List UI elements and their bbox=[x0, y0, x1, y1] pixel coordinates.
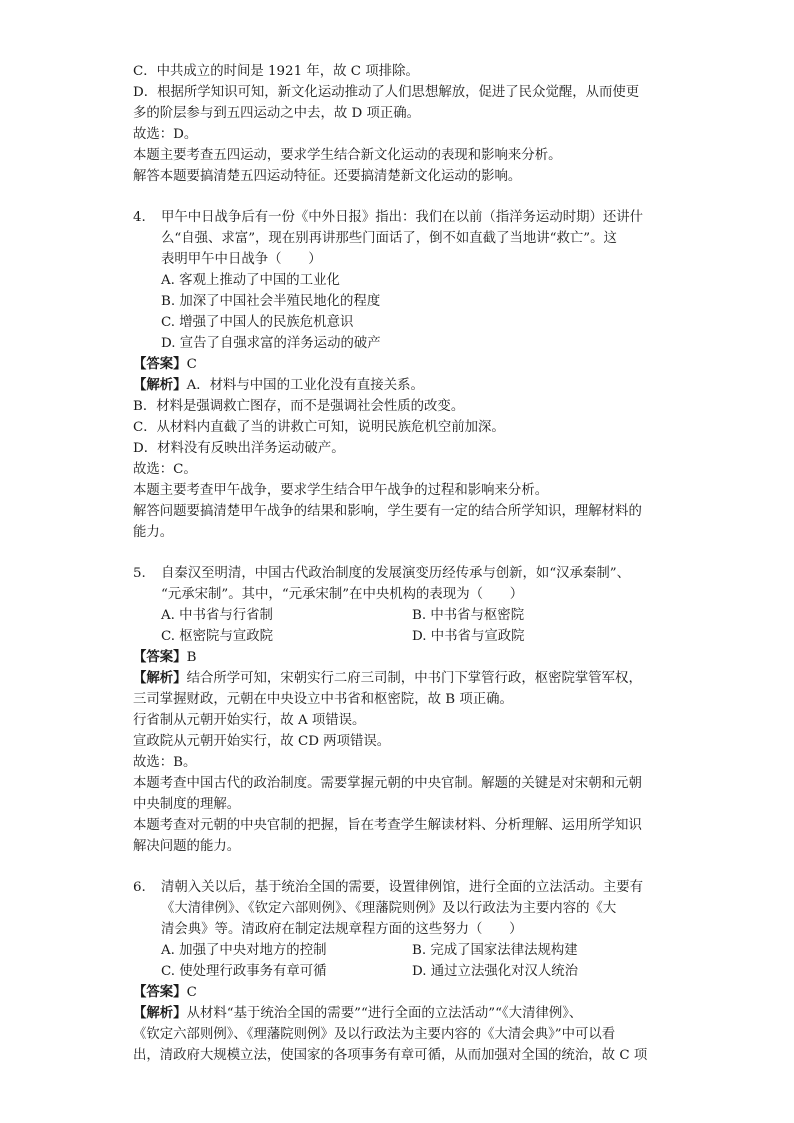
answer-value: B bbox=[186, 650, 197, 665]
analysis-line: 故选：C。 bbox=[133, 462, 197, 477]
answer-tag: 【答案】 bbox=[133, 649, 187, 665]
analysis-tag: 【解析】 bbox=[133, 377, 187, 393]
question-stem-line: 《大清律例》、《钦定六部则例》、《理藩院则例》及以行政法为主要内容的《大 bbox=[161, 901, 617, 916]
analysis-text: 从材料“基于统治全国的需要”“进行全面的立法活动”“《大清律例》、 bbox=[186, 1006, 583, 1021]
option-c: C. 使处理行政事务有章可循 bbox=[161, 964, 327, 979]
option-d: D. 通过立法强化对汉人统治 bbox=[412, 964, 579, 979]
question-number: 5. bbox=[133, 566, 146, 581]
question-stem-line: 表明甲午中日战争（ ） bbox=[161, 252, 322, 267]
option-d: D. 中书省与宣政院 bbox=[412, 629, 525, 644]
question-stem-line: 甲午中日战争后有一份《中外日报》指出：我们在以前（指洋务运动时期）还讲什 bbox=[161, 210, 644, 225]
question-number: 4. bbox=[133, 210, 146, 225]
question-stem-line: 清会典》等。清政府在制定法规章程方面的这些努力（ ） bbox=[161, 922, 523, 937]
analysis-line: D．材料没有反映出洋务运动破产。 bbox=[133, 441, 345, 456]
analysis-line: 本题考查对元朝的中央官制的把握，旨在考查学生解读材料、分析理解、运用所学知识 bbox=[133, 818, 642, 833]
option-a: A. 客观上推动了中国的工业化 bbox=[161, 273, 340, 288]
analysis-line: C．从材料内直截了当的讲救亡可知，说明民族危机空前加深。 bbox=[133, 420, 505, 435]
option-b: B. 完成了国家法律法规构建 bbox=[412, 943, 578, 958]
analysis-line bbox=[133, 668, 642, 689]
analysis-line: B．材料是强调救亡图存，而不是强调社会性质的改变。 bbox=[133, 399, 465, 414]
option-d: D. 宣告了自强求富的洋务运动的破产 bbox=[161, 336, 381, 351]
analysis-tag: 【解析】 bbox=[133, 670, 187, 686]
analysis-line: 中央制度的理解。 bbox=[133, 797, 241, 812]
option-c: C. 增强了中国人的民族危机意识 bbox=[161, 315, 354, 330]
analysis-line: 宣政院从元朝开始实行，故 CD 两项错误。 bbox=[133, 734, 391, 749]
answer-line bbox=[133, 354, 197, 375]
question-stem-line: “元承宋制”。其中，“元承宋制”在中央机构的表现为（ ） bbox=[161, 587, 524, 602]
analysis-tag: 【解析】 bbox=[133, 1005, 187, 1021]
answer-line bbox=[133, 982, 197, 1003]
analysis-line bbox=[133, 1003, 582, 1024]
intro-line: 故选：D。 bbox=[133, 127, 198, 142]
analysis-line: 本题考查中国古代的政治制度。需要掌握元朝的中央官制。解题的关键是对宋朝和元朝 bbox=[133, 776, 642, 791]
analysis-line: 能力。 bbox=[133, 525, 174, 540]
option-b: B. 加深了中国社会半殖民地化的程度 bbox=[161, 294, 381, 309]
question-stem-line: 么“自强、求富”，现在别再讲那些门面话了，倒不如直截了当地讲“救亡”。这 bbox=[161, 231, 617, 246]
answer-tag: 【答案】 bbox=[133, 356, 187, 372]
option-a: A. 加强了中央对地方的控制 bbox=[161, 943, 327, 958]
analysis-line: 解答问题要搞清楚甲午战争的结果和影响，学生要有一定的结合所学知识，理解材料的 bbox=[133, 504, 642, 519]
analysis-line bbox=[133, 375, 424, 396]
analysis-text: 结合所学可知，宋朝实行二府三司制，中书门下掌管行政，枢密院掌管军权， bbox=[186, 671, 642, 686]
option-a: A. 中书省与行省制 bbox=[161, 608, 273, 623]
question-stem-line: 清朝入关以后，基于统治全国的需要，设置律例馆，进行全面的立法活动。主要有 bbox=[161, 880, 644, 895]
question-number: 6. bbox=[133, 880, 146, 895]
question-stem-line: 自秦汉至明清，中国古代政治制度的发展演变历经传承与创新，如“汉承秦制”、 bbox=[161, 566, 630, 581]
analysis-line: 本题主要考查甲午战争，要求学生结合甲午战争的过程和影响来分析。 bbox=[133, 483, 549, 498]
analysis-line: 解决问题的能力。 bbox=[133, 839, 241, 854]
analysis-line: 出，清政府大规模立法，使国家的各项事务有章可循，从而加强对全国的统治，故 C 项 bbox=[133, 1048, 648, 1063]
intro-line: 解答本题要搞清楚五四运动特征。还要搞清楚新文化运动的影响。 bbox=[133, 169, 522, 184]
analysis-line: 《钦定六部则例》、《理藩院则例》及以行政法为主要内容的《大清会典》”中可以看 bbox=[133, 1027, 616, 1042]
answer-line bbox=[133, 647, 196, 668]
intro-line: 多的阶层参与到五四运动之中去，故 D 项正确。 bbox=[133, 106, 421, 121]
intro-line: 本题主要考查五四运动，要求学生结合新文化运动的表现和影响来分析。 bbox=[133, 148, 562, 163]
analysis-text: A．材料与中国的工业化没有直接关系。 bbox=[186, 378, 424, 393]
answer-tag: 【答案】 bbox=[133, 984, 187, 1000]
option-c: C. 枢密院与宣政院 bbox=[161, 629, 274, 644]
option-b: B. 中书省与枢密院 bbox=[412, 608, 525, 623]
intro-line: D．根据所学知识可知，新文化运动推动了人们思想解放，促进了民众觉醒，从而使更 bbox=[133, 85, 640, 100]
intro-line: C．中共成立的时间是 1921 年，故 C 项排除。 bbox=[133, 64, 419, 79]
analysis-line: 行省制从元朝开始实行，故 A 项错误。 bbox=[133, 713, 366, 728]
answer-value: C bbox=[186, 985, 197, 1000]
analysis-line: 三司掌握财政，元朝在中央设立中书省和枢密院，故 B 项正确。 bbox=[133, 692, 513, 707]
answer-value: C bbox=[186, 357, 197, 372]
analysis-line: 故选：B。 bbox=[133, 755, 197, 770]
